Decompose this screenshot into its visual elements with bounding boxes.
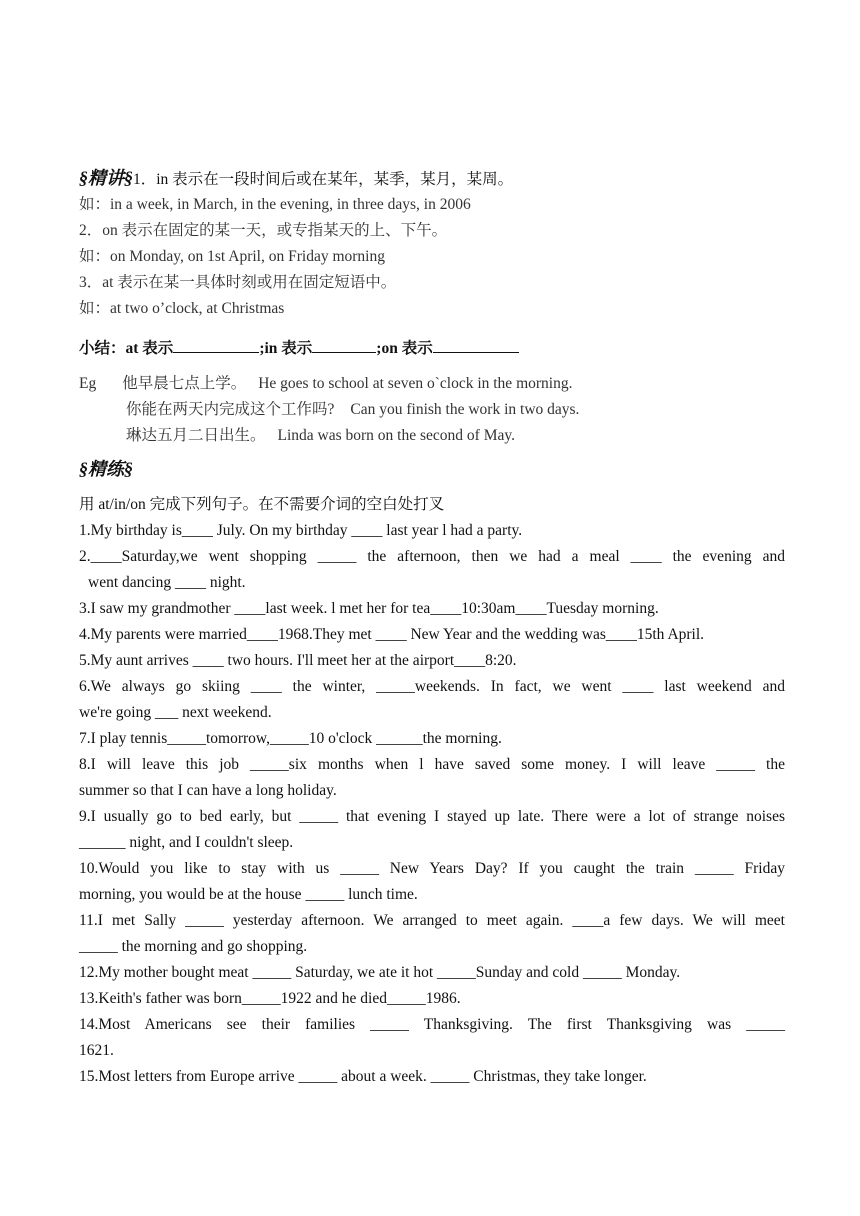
exercise-instruction: 用 at/in/on 完成下列句子。在不需要介词的空白处打叉 — [79, 496, 445, 513]
exercise-line: morning, you would be at the house _____ lunch time. — [79, 886, 418, 903]
exercise-line: 10.Would you like to stay with us _____ New Years Day? If you caught the train _____ Friday — [79, 860, 785, 877]
exercise-line: 5.My aunt arrives ____ two hours. I'll meet her at the airport____8:20. — [79, 652, 517, 669]
example-2-en: Can you finish the work in two days. — [350, 401, 580, 418]
rule-2-text: 2．on 表示在固定的某一天，或专指某天的上、下午。 — [79, 222, 448, 239]
exercise-line: 6.We always go skiing ____ the winter, _____weekends. In fact, we went ____ last weekend and — [79, 678, 785, 695]
jinglian-heading — [79, 459, 785, 481]
jinglian-heading-text: §精练§ — [79, 459, 133, 479]
exercise-line: 4.My parents were married____1968.They met ____ New Year and the wedding was____15th April. — [79, 626, 705, 643]
exercise-line: 8.I will leave this job _____six months when l have saved some money. I will leave _____ the — [79, 756, 785, 773]
example-1-en: He goes to school at seven o`clock in the morning. — [258, 375, 573, 392]
example-3-cn: 琳达五月二日出生。 — [126, 427, 266, 444]
example-1-cn: 他早晨七点上学。 — [122, 375, 247, 392]
example-3 — [126, 426, 515, 446]
summary-prefix: 小结： — [79, 340, 126, 357]
exercise-line: 11.I met Sally _____ yesterday afternoon. We arranged to meet again. ____a few days. We will meet — [79, 912, 785, 929]
example-3-en: Linda was born on the second of May. — [277, 427, 515, 444]
summary-in-blank — [312, 337, 376, 353]
exercise-line: 7.I play tennis_____tomorrow,_____10 o'clock ______the morning. — [79, 730, 502, 747]
example-2-cn: 你能在两天内完成这个工作吗? — [126, 401, 335, 418]
summary-at-blank — [173, 337, 259, 353]
summary-on-blank — [433, 337, 519, 353]
exercise-line: ______ night, and I couldn't sleep. — [79, 834, 294, 851]
rule-1-example: 如：in a week, in March, in the evening, in three days, in 2006 — [79, 196, 471, 213]
rule-3-example: 如：at two o’clock, at Christmas — [79, 300, 285, 317]
exercise-line: went dancing ____ night. — [88, 574, 246, 591]
exercise-line: 9.I usually go to bed early, but _____ that evening I stayed up late. There were a lot of strange noises — [79, 808, 785, 825]
exercise-line: 14.Most Americans see their families _____ Thanksgiving. The first Thanksgiving was _____ — [79, 1016, 785, 1033]
exercise-line: 1.My birthday is____ July. On my birthday ____ last year l had a party. — [79, 522, 523, 539]
rule-3-text: 3．at 表示在某一具体时刻或用在固定短语中。 — [79, 274, 397, 291]
exercise-line: _____ the morning and go shopping. — [79, 938, 308, 955]
exercise-line: 1621. — [79, 1042, 114, 1059]
summary-in-label: ;in 表示 — [259, 340, 313, 357]
exercise-line: 12.My mother bought meat _____ Saturday, we ate it hot _____Sunday and cold _____ Monday. — [79, 964, 681, 981]
exercise-line: 2.____Saturday,we went shopping _____ the afternoon, then we had a meal ____ the evening and — [79, 548, 785, 565]
summary-line — [79, 337, 785, 359]
jingjiang-heading: §精讲§ — [79, 168, 133, 188]
rule-2-example: 如：on Monday, on 1st April, on Friday morning — [79, 248, 385, 265]
exercise-line: we're going ___ next weekend. — [79, 704, 272, 721]
exercise-line: 3.I saw my grandmother ____last week. l met her for tea____10:30am____Tuesday morning. — [79, 600, 659, 617]
eg-label: Eg — [79, 375, 97, 392]
example-2 — [126, 400, 579, 420]
exercise-line: 15.Most letters from Europe arrive _____ about a week. _____ Christmas, they take longer. — [79, 1068, 647, 1085]
summary-at-label: at 表示 — [125, 340, 174, 357]
example-1 — [79, 374, 785, 394]
exercise-line: summer so that I can have a long holiday. — [79, 782, 337, 799]
exercise-line: 13.Keith's father was born_____1922 and he died_____1986. — [79, 990, 461, 1007]
rule-1-text: 1．in 表示在一段时间后或在某年，某季，某月，某周。 — [133, 171, 514, 188]
rule-1-line — [79, 168, 785, 190]
summary-on-label: ;on 表示 — [376, 340, 433, 357]
